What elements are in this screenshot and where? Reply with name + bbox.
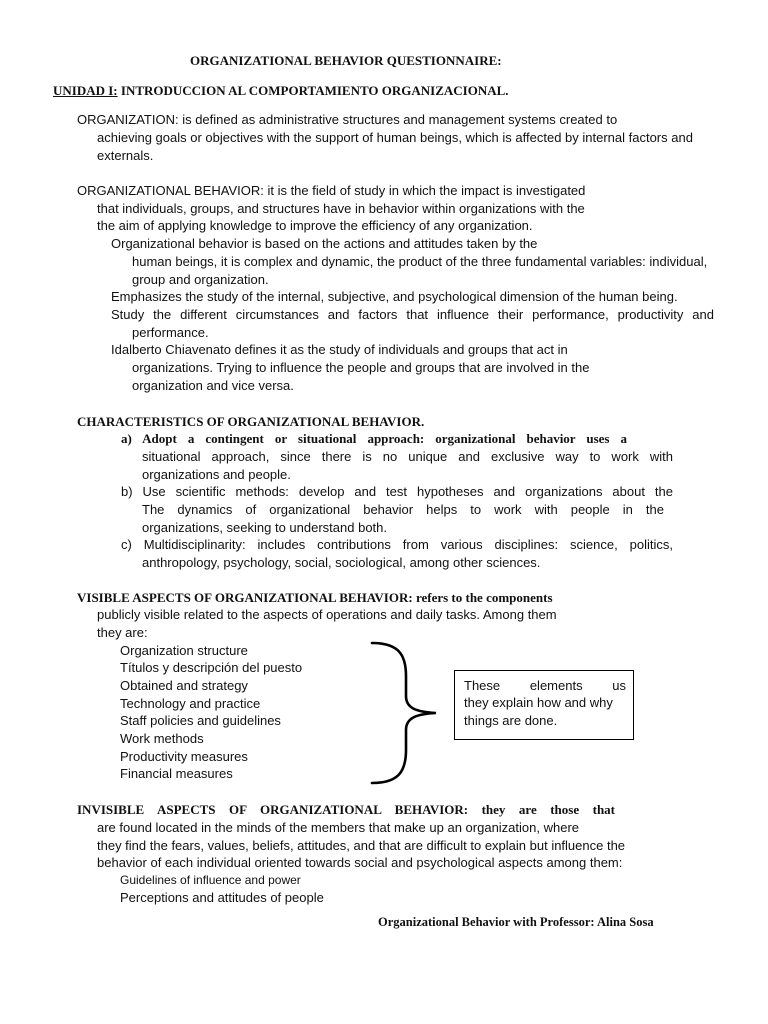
visible-item: Staff policies and guidelines [120,713,281,728]
characteristic-a-line3: organizations and people. [142,467,291,482]
visible-aspects-heading: VISIBLE ASPECTS OF ORGANIZATIONAL BEHAVIOR: refers to the components [77,590,553,605]
ob-sub2-line1: Emphasizes the study of the internal, subjective, and psychological dimension of the human being. [111,289,678,304]
visible-aspects-line2: publicly visible related to the aspects of operations and daily tasks. Among them [97,607,557,622]
invisible-aspects-line4: behavior of each individual oriented towards social and psychological aspects among them: [97,855,623,870]
ob-sub4-line3: organization and vice versa. [132,378,294,393]
characteristic-b-line2: The dynamics of organizational behavior helps to work with people in the [142,502,664,517]
ob-definition-line3: the aim of applying knowledge to improve the efficiency of any organization. [97,218,533,233]
organization-definition-line1: ORGANIZATION: is defined as administrative structures and management systems created to [77,112,618,127]
unit-heading [53,82,509,99]
organization-definition-line3: externals. [97,148,154,163]
note-line3: things are done. [464,713,558,728]
characteristics-heading: CHARACTERISTICS OF ORGANIZATIONAL BEHAVIOR. [77,414,425,429]
elements-note-box [454,670,634,740]
ob-sub1-line1: Organizational behavior is based on the actions and attitudes taken by the [111,236,538,251]
note-line2: they explain how and why [464,695,613,710]
visible-aspects-line3: they are: [97,625,148,640]
characteristic-c-line2: anthropology, psychology, social, sociological, among other sciences. [142,555,541,570]
characteristic-c-line1: c) Multidisciplinarity: includes contributions from various disciplines: science, politics, [121,537,673,552]
invisible-aspects-line3: they find the fears, values, beliefs, attitudes, and that are difficult to explain but influence the [97,838,626,853]
ob-sub3-line1: Study the different circumstances and factors that influence their performance, productivity and [111,307,714,322]
ob-sub1-line3: group and organization. [132,272,269,287]
unit-title: INTRODUCCION AL COMPORTAMIENTO ORGANIZACIONAL. [117,83,509,98]
characteristic-b-line1: b) Use scientific methods: develop and test hypotheses and organizations about the [121,484,673,499]
organization-definition-line2: achieving goals or objectives with the support of human beings, which is affected by internal factors and [97,130,693,145]
note-line1: These elements us [464,678,626,693]
invisible-item: Perceptions and attitudes of people [120,890,324,905]
unit-label: UNIDAD I: [53,83,118,98]
ob-sub3-line2: performance. [132,325,209,340]
right-curly-brace [368,640,442,786]
ob-sub4-line2: organizations. Trying to influence the people and groups that are involved in the [132,360,590,375]
ob-sub4-line1: Idalberto Chiavenato defines it as the study of individuals and groups that act in [111,342,568,357]
footer-credit: Organizational Behavior with Professor: Alina Sosa [378,915,654,929]
invisible-aspects-heading: INVISIBLE ASPECTS OF ORGANIZATIONAL BEHAVIOR: they are those that [77,802,615,817]
visible-item: Títulos y descripción del puesto [120,660,303,675]
visible-item: Financial measures [120,766,233,781]
document-title: ORGANIZATIONAL BEHAVIOR QUESTIONNAIRE: [190,53,502,68]
characteristic-b-line3: organizations, seeking to understand both. [142,520,388,535]
visible-item: Work methods [120,731,204,746]
ob-definition-line2: that individuals, groups, and structures have in behavior within organizations with the [97,201,585,216]
visible-item: Organization structure [120,643,248,658]
invisible-aspects-line2: are found located in the minds of the members that make up an organization, where [97,820,580,835]
invisible-item: Guidelines of influence and power [120,873,301,887]
characteristic-a-line1: a) Adopt a contingent or situational approach: organizational behavior uses a [121,431,627,446]
characteristic-a-line2: situational approach, since there is no unique and exclusive way to work with [142,449,673,464]
visible-item: Productivity measures [120,749,248,764]
ob-sub1-line2: human beings, it is complex and dynamic, the product of the three fundamental variables: individual, [132,254,708,269]
ob-definition-line1: ORGANIZATIONAL BEHAVIOR: it is the field of study in which the impact is investigated [77,183,586,198]
visible-item: Obtained and strategy [120,678,248,693]
visible-item: Technology and practice [120,696,261,711]
